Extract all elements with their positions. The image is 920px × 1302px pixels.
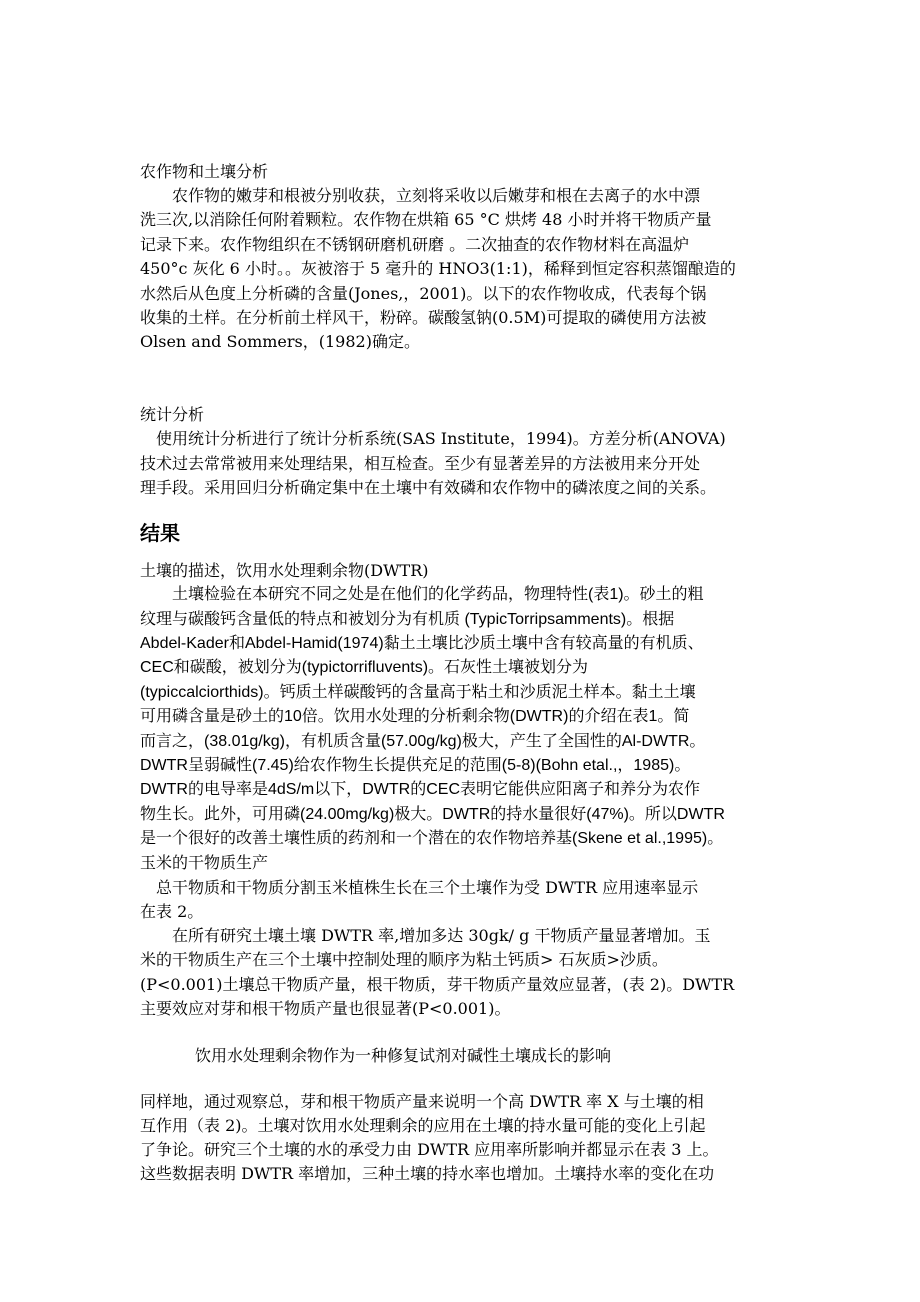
paragraph-line: Olsen and Sommers，(1982)确定。 — [140, 332, 420, 351]
paragraph-line: 了争论。研究三个土壤的水的承受力由 DWTR 应用率所影响并都显示在表 3 上。 — [140, 1140, 719, 1159]
paragraph-line: 450°c 灰化 6 小时。。灰被溶于 5 毫升的 HNO3(1:1)，稀释到恒定容积蒸馏酿造的 — [140, 259, 736, 278]
paragraph-line: DWTR的电导率是4dS/m以下，DWTR的CEC表明它能供应阳离子和养分为农作 — [140, 781, 700, 798]
paragraph-line: (typiccalciorthids)。钙质土样碳酸钙的含量高于粘土和沙质泥土样本。黏土土壤 — [140, 684, 696, 701]
paragraph-line: 米的干物质生产在三个土壤中控制处理的顺序为粘土钙质> 石灰质>沙质。 — [140, 950, 668, 969]
paragraph-line: 同样地，通过观察总，芽和根干物质产量来说明一个高 DWTR 率 X 与土壤的相 — [140, 1092, 704, 1111]
paragraph-line: 记录下来。农作物组织在不锈钢研磨机研磨 。二次抽查的农作物材料在高温炉 — [140, 235, 690, 254]
paragraph-line: 这些数据表明 DWTR 率增加，三种土壤的持水率也增加。土壤持水率的变化在功 — [140, 1164, 715, 1183]
paragraph-line: 是一个很好的改善土壤性质的药剂和一个潜在的农作物培养基(Skene et al.,1995)。 — [140, 830, 724, 847]
paragraph-line: 水然后从色度上分析磷的含量(Jones,，2001)。以下的农作物收成，代表每个锅 — [140, 284, 707, 303]
paragraph-line: Abdel-Kader和Abdel-Hamid(1974)黏土土壤比沙质土壤中含有较高量的有机质、 — [140, 635, 704, 652]
paragraph-line: 纹理与碳酸钙含量低的特点和被划分为有机质 (TypicTorripsamments)。根据 — [140, 611, 675, 628]
section-title-statistical-analysis: 统计分析 — [140, 405, 205, 424]
centered-figure-title: 饮用水处理剩余物作为一种修复试剂对碱性土壤成长的影响 — [195, 1046, 612, 1065]
paragraph-line: 而言之，(38.01g/kg)，有机质含量(57.00g/kg)极大，产生了全国性的Al-DWTR。 — [140, 733, 706, 750]
paragraph-line: 使用统计分析进行了统计分析系统(SAS Institute，1994)。方差分析(ANOVA) — [140, 429, 726, 448]
paragraph-line: 理手段。采用回归分析确定集中在土壤中有效磷和农作物中的磷浓度之间的关系。 — [140, 478, 717, 497]
paragraph-line: 土壤检验在本研究不同之处是在他们的化学药品，物理特性(表1)。砂土的粗 — [140, 586, 704, 603]
paragraph-line: DWTR呈弱碱性(7.45)给农作物生长提供充足的范围(5-8)(Bohn etal.,，1985)。 — [140, 757, 691, 774]
paragraph-line: CEC和碳酸，被划分为(typictorrifluvents)。石灰性土壤被划分为 — [140, 659, 589, 676]
paragraph-line: 在表 2。 — [140, 902, 204, 921]
paragraph-line: 在所有研究土壤土壤 DWTR 率,增加多达 30gk/ g 干物质产量显著增加。玉 — [140, 926, 711, 945]
subsection-title-corn-dry-matter: 玉米的干物质生产 — [140, 853, 269, 872]
paragraph-line: 总干物质和干物质分割玉米植株生长在三个土壤作为受 DWTR 应用速率显示 — [140, 878, 699, 897]
paragraph-line: 可用磷含量是砂土的10倍。饮用水处理的分析剩余物(DWTR)的介绍在表1。简 — [140, 708, 690, 725]
paragraph-line: 物生长。此外，可用磷(24.00mg/kg)极大。DWTR的持水量很好(47%)。所以DWTR — [140, 806, 725, 823]
subsection-title-soil-description: 土壤的描述，饮用水处理剩余物(DWTR) — [140, 561, 429, 580]
paragraph-line: 洗三次,以消除任何附着颗粒。农作物在烘箱 65 °C 烘烤 48 小时并将干物质产量 — [140, 210, 712, 229]
paragraph-line: 收集的土样。在分析前土样风干，粉碎。碳酸氢钠(0.5M)可提取的磷使用方法被 — [140, 308, 707, 327]
paragraph-line: 农作物的嫩芽和根被分别收获，立刻将采收以后嫩芽和根在去离子的水中漂 — [140, 186, 701, 205]
paragraph-line: 主要效应对芽和根干物质产量也很显著(P<0.001)。 — [140, 999, 511, 1018]
paragraph-line: (P<0.001)土壤总干物质产量，根干物质，芽干物质产量效应显著，(表 2)。DWTR — [140, 975, 735, 994]
paragraph-line: 互作用（表 2)。土壤对饮用水处理剩余的应用在土壤的持水量可能的变化上引起 — [140, 1116, 706, 1135]
results-heading: 结果 — [140, 521, 180, 545]
section-title-crop-soil-analysis: 农作物和土壤分析 — [140, 162, 269, 181]
paragraph-line: 技术过去常常被用来处理结果，相互检查。至少有显著差异的方法被用来分开处 — [140, 454, 701, 473]
